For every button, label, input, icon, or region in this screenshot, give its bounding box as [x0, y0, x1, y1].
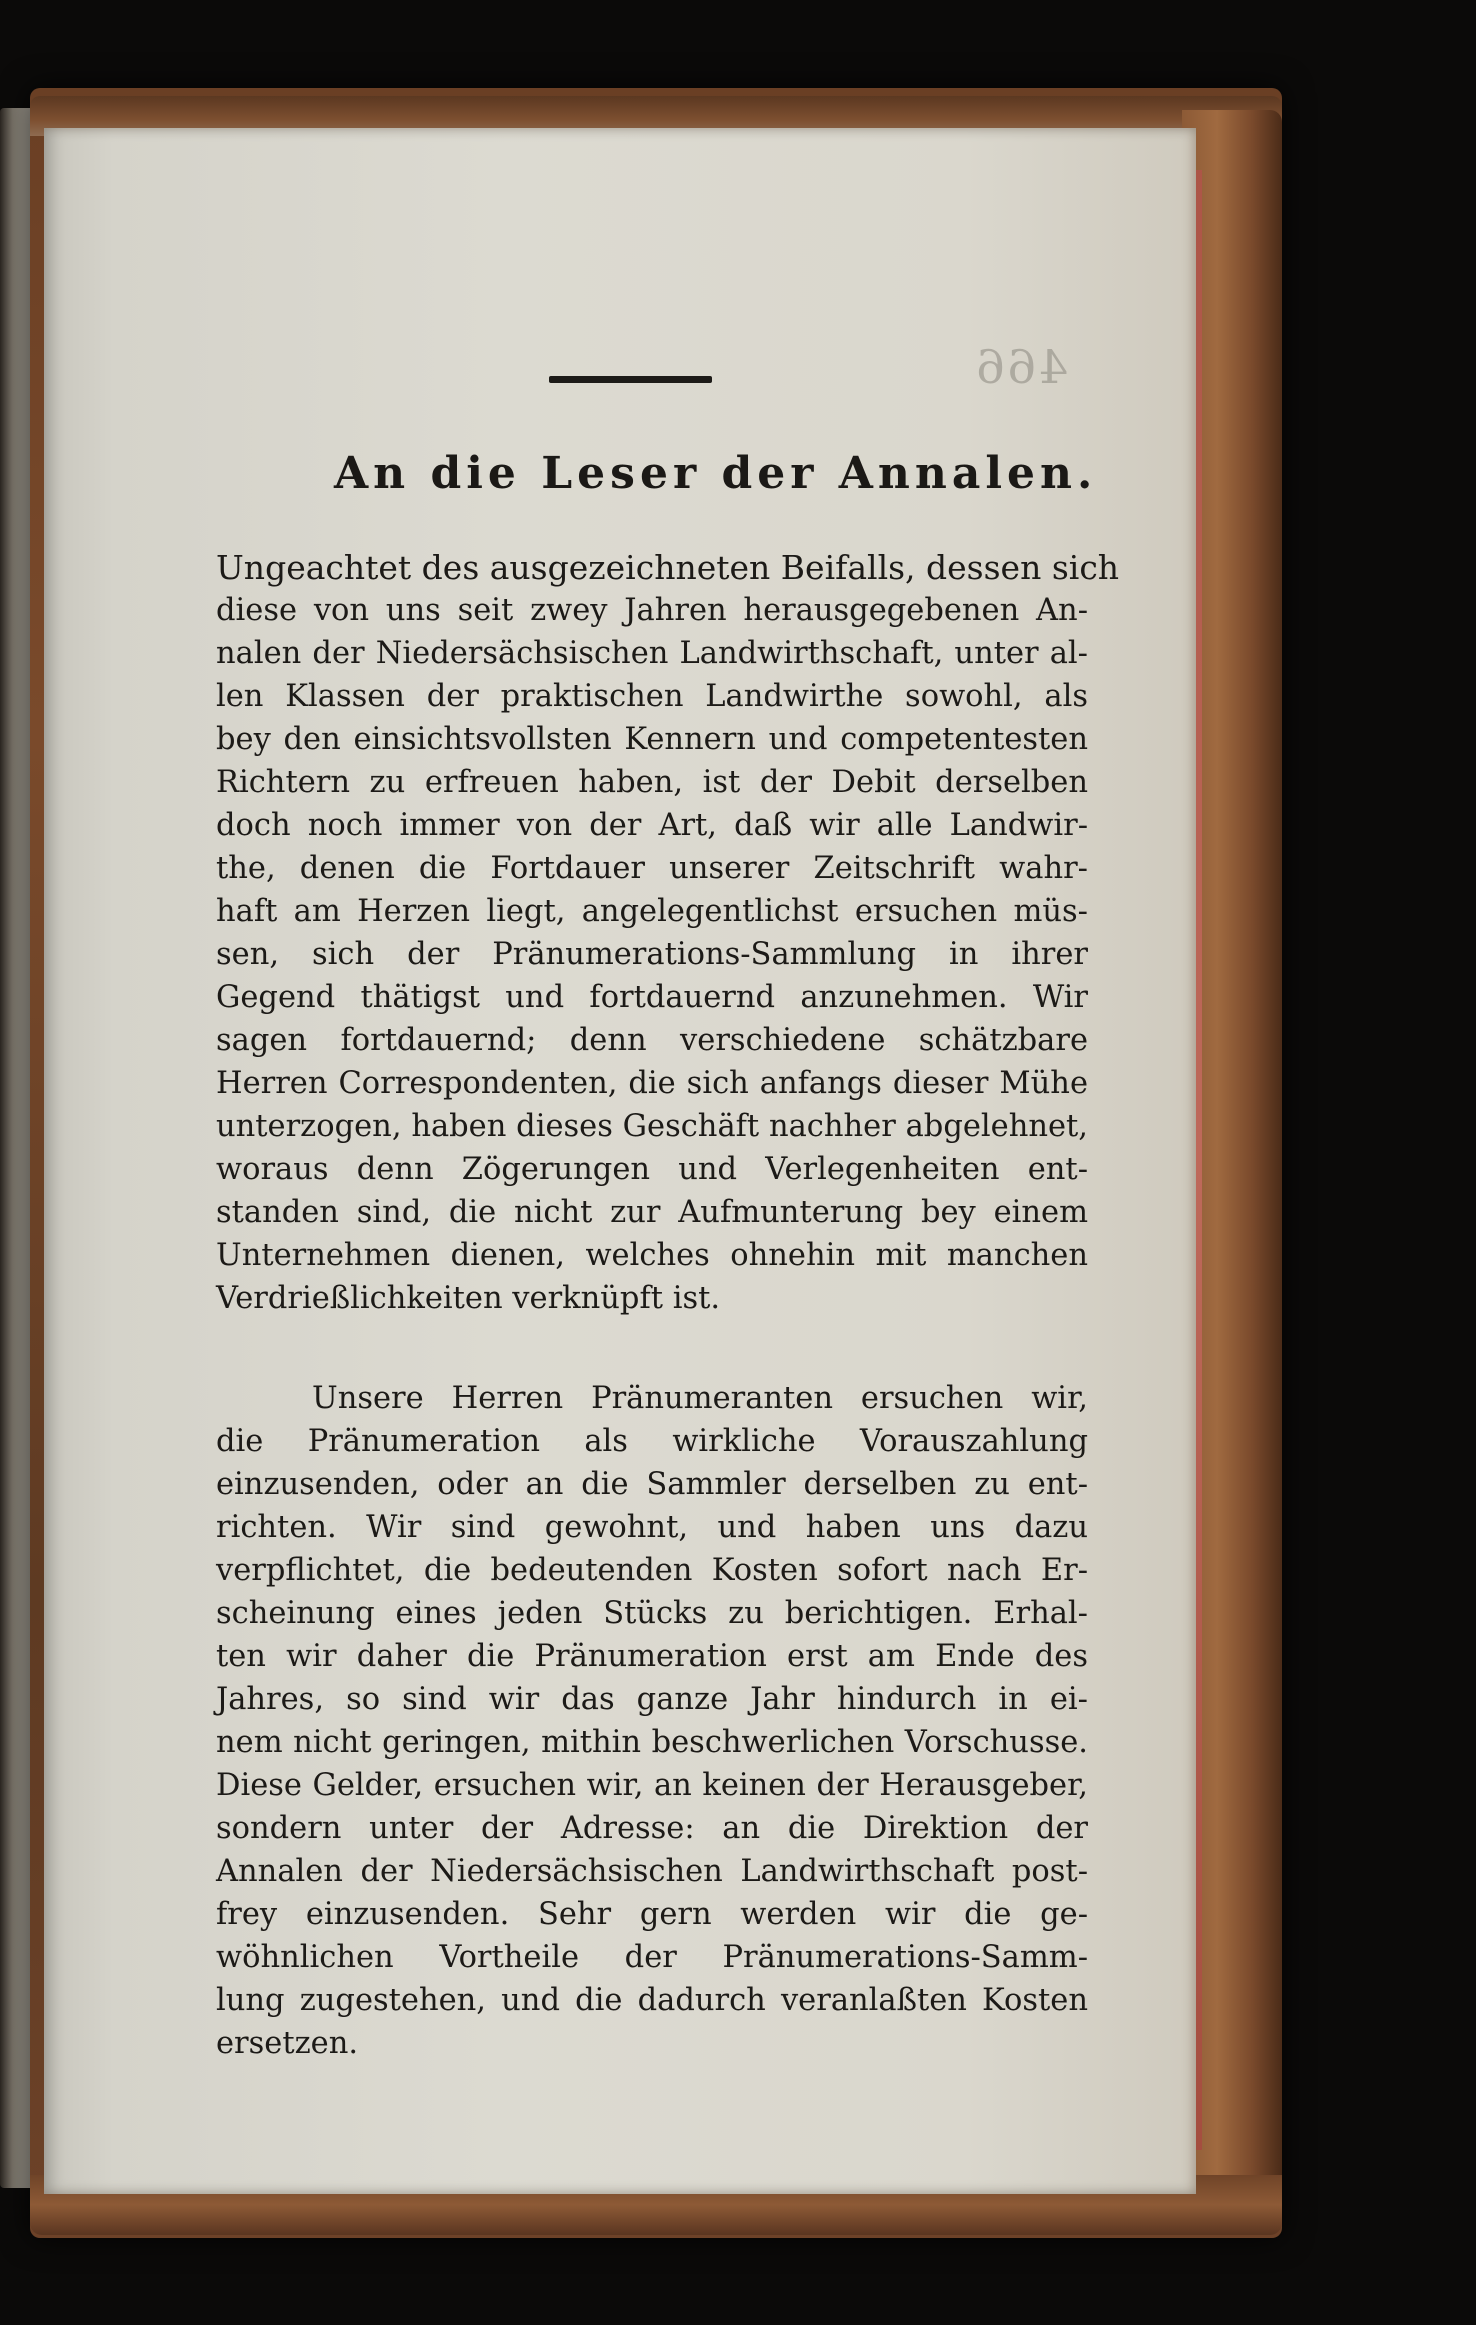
text-line: scheinung eines jeden Stücks zu berichtigen. Erhal-: [216, 1596, 1088, 1631]
text-line: haft am Herzen liegt, angelegentlichst ersuchen müs-: [216, 894, 1088, 929]
text-line: ersetzen.: [216, 2026, 359, 2061]
text-line: Gegend thätigst und fortdauernd anzunehmen. Wir: [216, 980, 1088, 1015]
text-line: Richtern zu erfreuen haben, ist der Debit derselben: [216, 765, 1088, 800]
text-line: Verdrießlichkeiten verknüpft ist.: [216, 1281, 721, 1316]
text-line: ten wir daher die Pränumeration erst am Ende des: [216, 1639, 1088, 1674]
text-line: die Pränumeration als wirkliche Vorauszahlung: [216, 1424, 1088, 1459]
text-line: verpflichtet, die bedeutenden Kosten sofort nach Er-: [216, 1553, 1088, 1588]
text-line: bey den einsichtsvollsten Kennern und competentesten: [216, 722, 1088, 757]
text-line: woraus denn Zögerungen und Verlegenheiten ent-: [216, 1152, 1088, 1187]
page-title: An die Leser der Annalen.: [334, 448, 1098, 499]
book-page: [44, 128, 1196, 2194]
text-line: the, denen die Fortdauer unserer Zeitschrift wahr-: [216, 851, 1088, 886]
paragraph-1: [216, 546, 1120, 1320]
header-rule: [549, 376, 712, 383]
text-line: Unsere Herren Pränumeranten ersuchen wir,: [312, 1381, 1088, 1416]
text-line: einzusenden, oder an die Sammler derselben zu ent-: [216, 1467, 1088, 1502]
red-page-edge: [1196, 170, 1202, 2150]
text-line: lung zugestehen, und die dadurch veranlaßten Kosten: [216, 1983, 1088, 2018]
text-line: unterzogen, haben dieses Geschäft nachher abgelehnet,: [216, 1109, 1088, 1144]
text-line: nem nicht geringen, mithin beschwerlichen Vorschusse.: [216, 1725, 1088, 1760]
text-line: Ungeachtet des ausgezeichneten Beifalls, dessen sich: [216, 548, 1120, 587]
paragraph-2: [216, 1377, 1088, 2065]
text-line: nalen der Niedersächsischen Landwirthschaft, unter al-: [216, 636, 1088, 671]
text-line: frey einzusenden. Sehr gern werden wir die ge-: [216, 1897, 1088, 1932]
text-line: sen, sich der Pränumerations-Sammlung in ihrer: [216, 937, 1088, 972]
text-line: sagen fortdauernd; denn verschiedene schätzbare: [216, 1023, 1088, 1058]
text-line: Annalen der Niedersächsischen Landwirthschaft post-: [216, 1854, 1088, 1889]
text-line: doch noch immer von der Art, daß wir alle Landwir-: [216, 808, 1088, 843]
text-line: richten. Wir sind gewohnt, und haben uns dazu: [216, 1510, 1088, 1545]
text-line: standen sind, die nicht zur Aufmunterung bey einem: [216, 1195, 1088, 1230]
text-line: Diese Gelder, ersuchen wir, an keinen der Herausgeber,: [216, 1768, 1088, 1803]
text-line: wöhnlichen Vortheile der Pränumerations-Samm-: [216, 1940, 1088, 1975]
text-line: len Klassen der praktischen Landwirthe sowohl, als: [216, 679, 1088, 714]
text-line: sondern unter der Adresse: an die Direktion der: [216, 1811, 1088, 1846]
text-line: Unternehmen dienen, welches ohnehin mit manchen: [216, 1238, 1088, 1273]
page-number: 466: [974, 340, 1068, 394]
text-line: Jahres, so sind wir das ganze Jahr hindurch in ei-: [216, 1682, 1088, 1717]
text-line: Herren Correspondenten, die sich anfangs dieser Mühe: [216, 1066, 1088, 1101]
text-line: diese von uns seit zwey Jahren herausgegebenen An-: [216, 593, 1088, 628]
